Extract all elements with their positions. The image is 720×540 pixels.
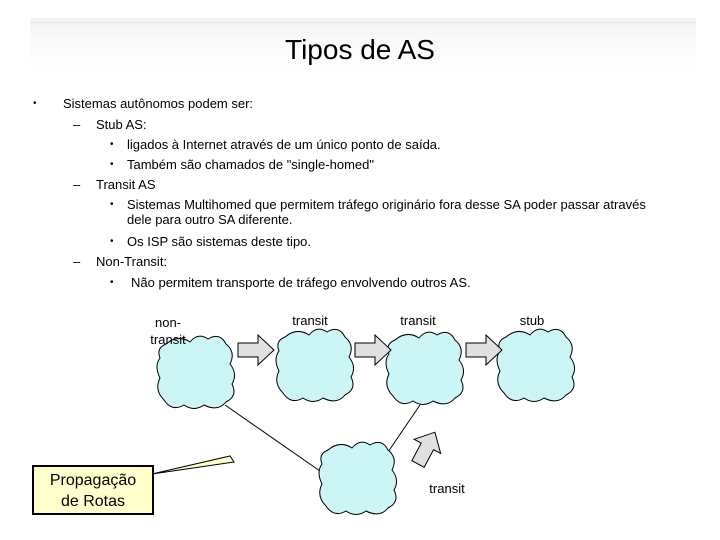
label-transit-bottom: transit [429, 481, 465, 496]
link-line [225, 405, 330, 478]
stub-item-2: Também são chamados de "single-homed" [127, 157, 374, 172]
as-cloud-stub [497, 329, 575, 401]
callout-line2: de Rotas [60, 493, 126, 510]
label-transit-2: transit [400, 313, 436, 328]
label-non-transit-line1: non- [154, 315, 182, 330]
non-transit-item-1: Não permitem transporte de tráfego envolvendo outros AS. [131, 275, 471, 290]
dash-marker: – [73, 117, 81, 132]
link-line [388, 405, 420, 452]
bullet-dot: • [110, 236, 114, 247]
dash-marker: – [73, 177, 81, 192]
label-transit-1: transit [292, 313, 328, 328]
dash-marker: – [73, 254, 81, 269]
callout-box [32, 465, 154, 515]
transit-item-1: Sistemas Multihomed que permitem tráfego originário fora desse SA poder passar através [127, 197, 646, 212]
right-arrow-icon [355, 335, 391, 365]
right-arrow-icon [238, 335, 274, 365]
transit-heading: Transit AS [96, 177, 156, 192]
stub-heading: Stub AS: [96, 117, 147, 132]
transit-item-2: Os ISP são sistemas deste tipo. [127, 234, 312, 249]
callout-pointer [152, 456, 234, 474]
bullet-dot: • [110, 159, 114, 170]
slide-title: Tipos de AS [285, 34, 435, 65]
non-transit-heading: Non-Transit: [96, 254, 168, 269]
bullet-dot: • [33, 98, 37, 109]
as-cloud-transit-bottom [319, 442, 397, 514]
label-stub: stub [519, 313, 545, 328]
callout-line1: Propagação [49, 472, 137, 489]
main-bullet-text: Sistemas autônomos podem ser: [63, 96, 254, 111]
label-non-transit-line2: transit [150, 332, 186, 347]
stub-item-1: ligados à Internet através de um único ponto de saída. [127, 137, 441, 152]
up-arrow-icon [405, 425, 448, 471]
as-cloud-transit-1 [276, 329, 354, 401]
bullet-dot: • [110, 139, 114, 150]
transit-item-1-cont: dele para outro SA diferente. [127, 212, 293, 227]
bullet-dot: • [110, 199, 114, 210]
bullet-dot: • [110, 277, 114, 288]
as-cloud-transit-2 [386, 332, 464, 404]
